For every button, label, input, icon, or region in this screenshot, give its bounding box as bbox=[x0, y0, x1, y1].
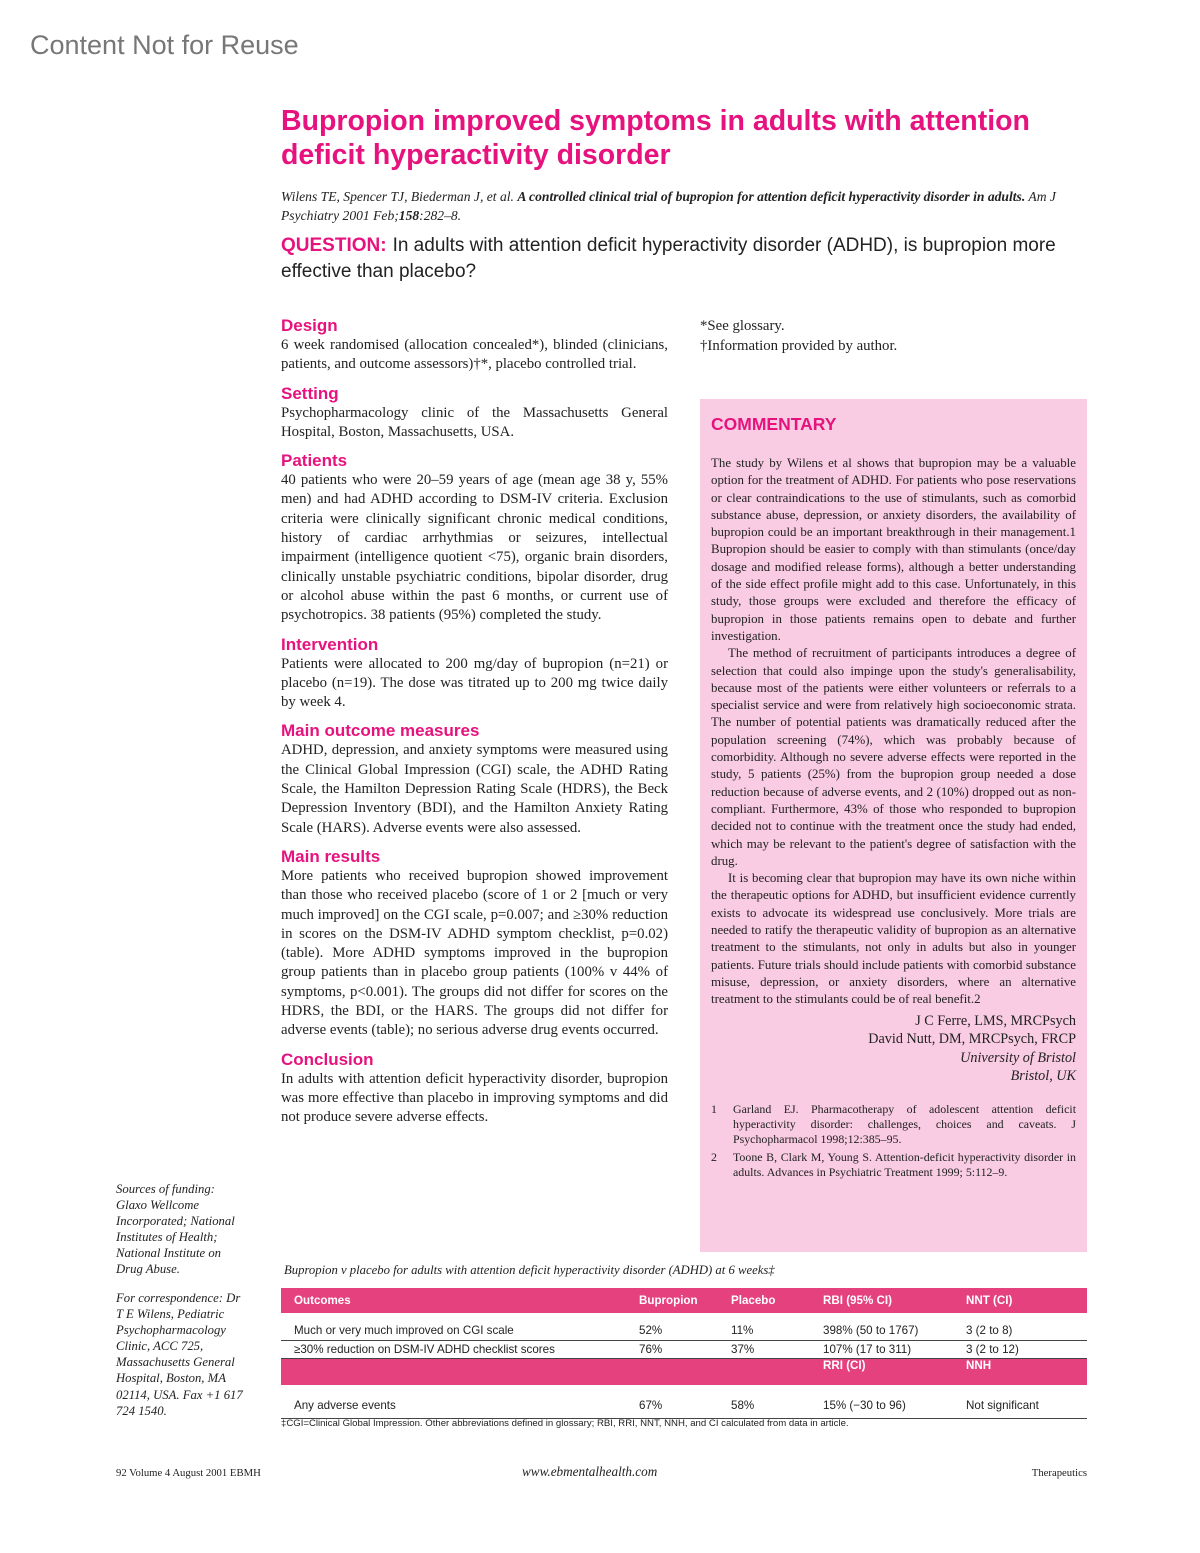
watermark: Content Not for Reuse bbox=[30, 30, 299, 60]
citation-journal: Am J Psychiatry 2001 Feb; bbox=[281, 189, 1056, 223]
table-caption: Bupropion v placebo for adults with attention deficit hyperactivity disorder (ADHD) at 6 weeks‡ bbox=[284, 1263, 775, 1277]
table-cell: 107% (17 to 311) bbox=[810, 1340, 953, 1358]
table-cell: 37% bbox=[718, 1340, 810, 1358]
table-cell: 58% bbox=[718, 1394, 810, 1418]
table-subheader bbox=[626, 1358, 718, 1385]
section-text: Patients were allocated to 200 mg/day of bupropion (n=21) or placebo (n=19). The dose was titrated up to 200 mg twice daily by week 4. bbox=[281, 655, 668, 711]
commentary-location: Bristol, UK bbox=[1010, 1068, 1076, 1084]
citation-authors: Wilens TE, Spencer TJ, Biederman J, et al. bbox=[281, 189, 514, 204]
page-title: Bupropion improved symptoms in adults with attention deficit hyperactivity disorder bbox=[281, 105, 1030, 171]
author-info-note: †Information provided by author. bbox=[700, 337, 898, 354]
commentary-paragraph: It is becoming clear that bupropion may have its own niche within the therapeutic options for ADHD, but insufficient evidence currently exists to advocate its widespread use conclusively. More trials are needed to ratify the therapeutic validity of bupropion as an alternative treatment to the stimulants, not only in adults but also in younger patients. Future trials should include patients with comorbid substance misuse, depression, or anxiety disorders, where an alternative treatment to the stimulants could be of real benefit.2 bbox=[711, 871, 1076, 1007]
citation-pages: :282–8. bbox=[419, 208, 462, 223]
table-cell: 15% (−30 to 96) bbox=[810, 1394, 953, 1418]
reference-text: Garland EJ. Pharmacotherapy of adolescent attention deficit hyperactivity disorder: challenges, choices and caveats. J Psychopharmacol 1998;12:385–95. bbox=[733, 1101, 1076, 1146]
section-text: 40 patients who were 20–59 years of age (mean age 38 y, 55% men) and had ADHD according to DSM-IV criteria. Exclusion criteria were clinically significant chronic medical conditions, history of cardiac arrhythmias or seizures, intellectual impairment (intelligence quotient <75), organic brain disorders, clinically unstable psychiatric conditions, bipolar disorder, drug or alcohol abuse within the past 6 months, or current use of psychotropics. 38 patients (95%) completed the study. bbox=[281, 472, 668, 624]
citation bbox=[281, 187, 1071, 225]
section-heading: Conclusion bbox=[281, 1049, 374, 1069]
section-main-results bbox=[281, 846, 668, 1041]
table-row bbox=[281, 1322, 1087, 1340]
section-outcome-measures bbox=[281, 720, 668, 837]
section-text: 6 week randomised (allocation concealed*), blinded (clinicians, patients, and outcome assessors)†*, placebo controlled trial. bbox=[281, 337, 668, 373]
commentary-institution: University of Bristol bbox=[960, 1049, 1076, 1066]
table-subheader: RRI (CI) bbox=[810, 1358, 953, 1385]
table-subheader bbox=[281, 1358, 626, 1385]
footer-url: www.ebmentalhealth.com bbox=[522, 1464, 658, 1479]
commentary-heading: COMMENTARY bbox=[711, 414, 837, 434]
table-subheader-row bbox=[281, 1358, 1087, 1385]
commentary-box bbox=[700, 399, 1087, 1252]
abstract-column bbox=[281, 315, 668, 1136]
section-heading: Intervention bbox=[281, 634, 379, 654]
results-table bbox=[281, 1288, 1087, 1419]
reference-number: 2 bbox=[711, 1150, 717, 1165]
section-text: In adults with attention deficit hyperactivity disorder, bupropion was more effective than placebo in improving symptoms and did not produce severe adverse effects. bbox=[281, 1070, 668, 1126]
table-header: RBI (95% CI) bbox=[810, 1288, 953, 1313]
section-heading: Patients bbox=[281, 451, 348, 471]
table-cell: Not significant bbox=[953, 1394, 1087, 1418]
reference-list bbox=[711, 1102, 1076, 1181]
notes bbox=[700, 317, 1080, 356]
section-heading: Main results bbox=[281, 846, 381, 866]
table-cell: 3 (2 to 8) bbox=[953, 1322, 1087, 1340]
table-cell: ≥30% reduction on DSM-IV ADHD checklist scores bbox=[281, 1340, 626, 1358]
section-heading: Main outcome measures bbox=[281, 721, 480, 741]
section-text: Psychopharmacology clinic of the Massachusetts General Hospital, Boston, Massachusetts, USA. bbox=[281, 404, 668, 440]
correspondence: For correspondence: Dr T E Wilens, Pediatric Psychopharmacology Clinic, ACC 725, Massachusetts General Hospital, Boston, MA 02114, USA. Fax +1 617 724 1540. bbox=[116, 1291, 243, 1418]
section-design bbox=[281, 315, 668, 375]
table-subheader: NNH bbox=[953, 1358, 1087, 1385]
reference-number: 1 bbox=[711, 1101, 717, 1116]
table-row bbox=[281, 1340, 1087, 1358]
glossary-note: *See glossary. bbox=[700, 318, 785, 334]
table-cell: 52% bbox=[626, 1322, 718, 1340]
table-header: Placebo bbox=[718, 1288, 810, 1313]
reference-text: Toone B, Clark M, Young S. Attention-deficit hyperactivity disorder in adults. Advances in Psychiatric Treatment 1999; 5:112–9. bbox=[733, 1150, 1076, 1180]
citation-article-title: A controlled clinical trial of bupropion for attention deficit hyperactivity disorder in adults. bbox=[517, 189, 1026, 204]
footer-page-info: 92 Volume 4 August 2001 EBMH bbox=[116, 1467, 261, 1479]
section-heading: Design bbox=[281, 316, 338, 335]
table-row bbox=[281, 1394, 1087, 1418]
table-cell: 76% bbox=[626, 1340, 718, 1358]
section-conclusion bbox=[281, 1049, 668, 1128]
footer-section: Therapeutics bbox=[1031, 1467, 1087, 1479]
table-cell: Much or very much improved on CGI scale bbox=[281, 1322, 626, 1340]
commentary-paragraph: The study by Wilens et al shows that bupropion may be a valuable option for the treatment of ADHD. For patients who pose reservations or clear contraindications to the use of stimulants, such as comorbid substance abuse, depression, or anxiety disorders, the availability of bupropion could be an important breakthrough in their management.1 Bupropion should be easier to comply with than stimulants (once/day dosage and modified release forms), although a better understanding of the side effect profile might add to this case. Unfortunately, in this study, those groups were excluded and therefore the efficacy of bupropion in those patients remains open to debate and further investigation. bbox=[711, 456, 1076, 643]
question-text: In adults with attention deficit hyperactivity disorder (ADHD), is bupropion more effective than placebo? bbox=[281, 235, 1056, 282]
table-header: NNT (CI) bbox=[953, 1288, 1087, 1313]
table-header: Bupropion bbox=[626, 1288, 718, 1313]
table-cell: Any adverse events bbox=[281, 1394, 626, 1418]
section-heading: Setting bbox=[281, 383, 339, 403]
section-text: ADHD, depression, and anxiety symptoms were measured using the Clinical Global Impression (CGI) scale, the ADHD Rating Scale, the Hamilton Depression Rating Scale (HDRS), the Beck Depression Inventory (BDI), and the Hamilton Anxiety Rating Scale (HARS). Adverse events were also assessed. bbox=[281, 742, 668, 836]
commentary-paragraph: The method of recruitment of participants introduces a degree of selection that could also impinge upon the study's generalisability, because most of the patients were either volunteers or referrals to a specialist service and were from relatively high socioeconomic strata. The number of potential patients was dramatically reduced after the population screening (74%), which was probably because of comorbidity. Although no severe adverse effects were reported in the study, 5 patients (25%) from the bupropion group needed a dose reduction because of adverse events, and 2 (10%) dropped out as non-compliant. Furthermore, 43% of those who responded to bupropion decided not to continue with the treatment once the study had ended, which may be relevant to the patient's degree of satisfaction with the drug. bbox=[711, 646, 1076, 868]
table-header: Outcomes bbox=[281, 1288, 626, 1313]
commentary-authors bbox=[711, 1012, 1076, 1086]
table-spacer bbox=[281, 1385, 1087, 1394]
question bbox=[281, 233, 1091, 285]
question-label: QUESTION: bbox=[281, 235, 387, 256]
section-patients bbox=[281, 450, 668, 625]
reference-item bbox=[711, 1150, 1076, 1180]
commentary-author: David Nutt, DM, MRCPsych, FRCP bbox=[868, 1031, 1076, 1047]
table-cell: 67% bbox=[626, 1394, 718, 1418]
section-setting bbox=[281, 383, 668, 443]
table-header-row bbox=[281, 1288, 1087, 1313]
section-text: More patients who received bupropion showed improvement than those who received placebo (score of 1 or 2 [much or very much improved] on the CGI scale, p=0.007; and ≥30% reduction in scores on the DSM-IV ADHD symptom checklist, p=0.02) (table). More ADHD symptoms improved in the bupropion group patients than in placebo group patients (100% v 44% of symptoms, p<0.001). The groups did not differ for scores on the HDRS, the BDI, or the HARS. The groups did not differ for adverse events (table); no serious adverse drug events occurred. bbox=[281, 867, 668, 1039]
commentary-author: J C Ferre, LMS, MRCPsych bbox=[915, 1012, 1076, 1029]
table-spacer bbox=[281, 1313, 1087, 1322]
funding-sources: Sources of funding: Glaxo Wellcome Incorporated; National Institutes of Health; National Institute on Drug Abuse. bbox=[116, 1182, 235, 1277]
section-intervention bbox=[281, 634, 668, 713]
table-cell: 398% (50 to 1767) bbox=[810, 1322, 953, 1340]
table-footnote: ‡CGI=Clinical Global Impression. Other abbreviations defined in glossary; RBI, RRI, NNT, NNH, and CI calculated from data in article. bbox=[281, 1418, 849, 1429]
table-cell: 11% bbox=[718, 1322, 810, 1340]
reference-item bbox=[711, 1102, 1076, 1148]
table-subheader bbox=[718, 1358, 810, 1385]
citation-volume: 158 bbox=[398, 208, 420, 223]
table-cell: 3 (2 to 12) bbox=[953, 1340, 1087, 1358]
